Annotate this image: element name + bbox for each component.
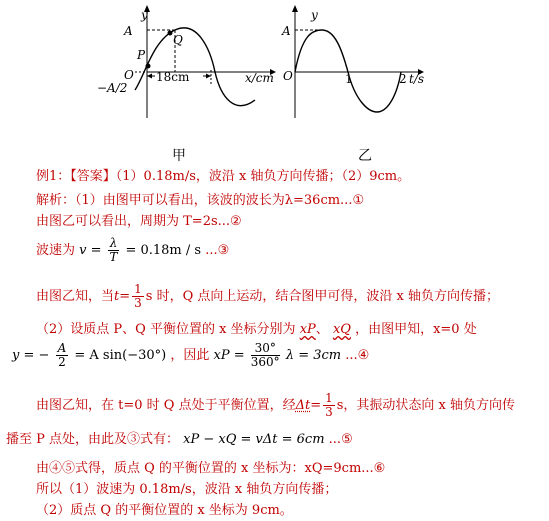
l8-eq: = xyxy=(310,398,322,413)
l5-text-a: 由图乙知，当 xyxy=(36,289,115,304)
one-third xyxy=(323,392,335,419)
tick-1: 1 xyxy=(345,72,353,86)
wave-speed-prefix: 波速为 xyxy=(36,243,76,258)
analysis-line-8 xyxy=(36,392,515,419)
l5-text-b: s 时，Q 点向上运动，结合图甲可得，波沿 x 轴负方向传播； xyxy=(145,289,499,304)
point-p xyxy=(146,64,151,69)
a-over-2 xyxy=(56,342,69,369)
dist-arrow-right xyxy=(206,74,211,79)
angle-fraction xyxy=(251,342,280,369)
t-axis-label: t/s xyxy=(409,72,425,86)
frac-numerator: 1 xyxy=(134,282,142,296)
conclusion-line-2: （2）质点 Q 的平衡位置的 x 坐标为 9cm。 xyxy=(36,503,293,518)
delta-t-symbol: Δt xyxy=(295,398,311,413)
analysis-line-2: 由图乙可以看出，周期为 T=2s...② xyxy=(36,214,242,229)
y-symbol: y xyxy=(12,348,20,363)
eq-tag-4: ...④ xyxy=(345,348,370,363)
tick-2: 2 xyxy=(399,72,407,86)
l6-sep: 、 xyxy=(315,322,329,337)
displacement-equation: xP − xQ = vΔt = 6cm xyxy=(183,432,325,447)
wave-curve xyxy=(135,28,255,106)
vibration-curve xyxy=(295,30,401,112)
l5-eq: = xyxy=(119,289,131,304)
one-third xyxy=(132,283,144,310)
l7-eq: = − xyxy=(23,348,50,363)
y-axis-label: y xyxy=(141,8,148,22)
eq-tag-3: ...③ xyxy=(205,243,230,258)
answer-line: 例1：【答案】（1）0.18m/s，波沿 x 轴负方向传播；（2）9cm。 xyxy=(36,169,411,184)
l9-text-a: 播至 P 点处，由此及③式有： xyxy=(6,432,180,447)
t-symbol: t xyxy=(114,289,120,304)
neg-amp-label: −A/2 xyxy=(97,81,128,95)
frac-denominator: 360° xyxy=(250,355,280,369)
y-axis-label: y xyxy=(311,8,318,22)
vibration-graph-figure xyxy=(280,0,450,125)
eq-tag-5: ...⑤ xyxy=(328,432,353,447)
frac-denominator: 3 xyxy=(134,296,142,310)
l8-text-b: s，其振动状态向 x 轴负方向传 xyxy=(336,398,516,413)
wave-speed-result: = 0.18m / s xyxy=(125,243,202,258)
frac-numerator: A xyxy=(57,341,67,355)
lambda-over-t xyxy=(108,237,120,264)
distance-label: 18cm xyxy=(156,70,190,84)
l6-text-b: ，由图甲知，x=0 处 xyxy=(355,322,477,337)
conclusion-line-1: 所以（1）波速为 0.18m/s，波沿 x 轴负方向传播； xyxy=(36,482,338,497)
q-label: Q xyxy=(173,33,183,47)
l8-text-a: 由图乙知，在 t=0 时 Q 点处于平衡位置，经 xyxy=(36,398,296,413)
frac-denominator: 2 xyxy=(58,355,66,369)
v-symbol: v xyxy=(79,243,87,258)
analysis-line-5 xyxy=(36,283,499,310)
frac-numerator: 1 xyxy=(325,391,333,405)
l7-eq2: = xyxy=(233,348,245,363)
analysis-line-10: 由④⑤式得，质点 Q 的平衡位置的 x 坐标为：xQ=9cm...⑥ xyxy=(36,461,386,476)
sin-expression: = A sin(−30°) xyxy=(74,348,167,363)
analysis-line-1: 解析：（1）由图甲可以看出，该波的波长为λ=36cm...① xyxy=(36,193,365,208)
xp-symbol: xP xyxy=(299,322,316,337)
dist-arrow-left xyxy=(147,74,152,79)
wave-speed-line xyxy=(36,237,229,264)
figure-caption-right: 乙 xyxy=(358,148,372,164)
l7-therefore: ，因此 xyxy=(170,348,210,363)
xp-symbol: xP xyxy=(213,348,230,363)
frac-denominator: 3 xyxy=(325,405,333,419)
figure-caption-left: 甲 xyxy=(172,148,186,164)
y-axis-arrow xyxy=(292,5,298,12)
amplitude-label: A xyxy=(282,24,291,38)
x-axis-label: x/cm xyxy=(245,71,274,85)
analysis-line-7 xyxy=(12,342,369,369)
point-q xyxy=(168,31,173,36)
xq-symbol: xQ xyxy=(332,322,351,337)
frac-numerator: 30° xyxy=(251,342,280,356)
analysis-line-9 xyxy=(6,428,353,447)
frac-denominator: T xyxy=(109,250,118,264)
frac-numerator: λ xyxy=(109,236,118,250)
analysis-line-6 xyxy=(36,318,477,337)
origin-label: O xyxy=(283,69,293,83)
eq-sign: = xyxy=(90,243,102,258)
p-label: P xyxy=(137,48,146,62)
xp-result: λ = 3cm xyxy=(285,348,342,363)
origin-label: O xyxy=(124,68,134,82)
wave-graph-figure xyxy=(95,0,285,125)
amplitude-label: A xyxy=(124,24,133,38)
l6-text-a: （2）设质点 P、Q 平衡位置的 x 坐标分别为 xyxy=(36,322,296,337)
